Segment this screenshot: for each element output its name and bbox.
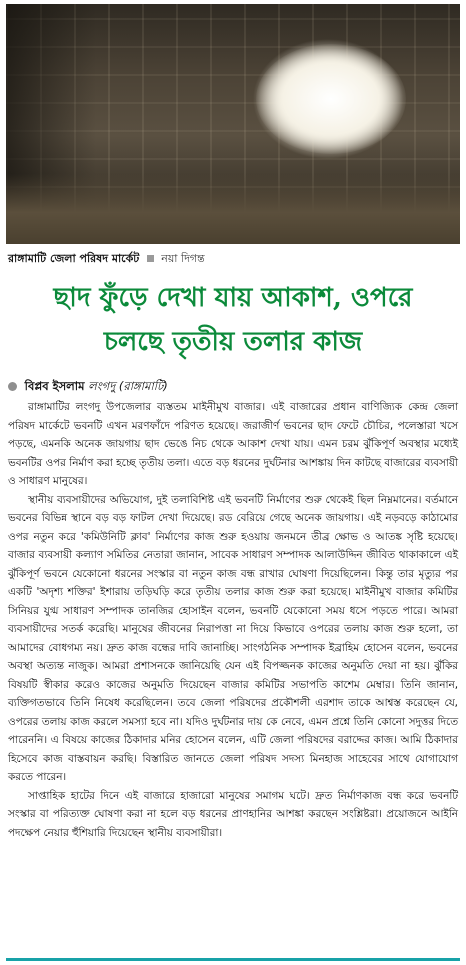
- caption-source: নয়া দিগন্ত: [161, 252, 205, 265]
- news-photo: [6, 4, 460, 244]
- article-paragraph-2: স্থানীয় ব্যবসায়ীদের অভিযোগ, দুই তলাবিশিষ্ট এই ভবনটি নির্মাণের শুরু থেকেই ছিল নিম্নমানের। বর্তমানে ভবনের বিভিন্ন স্থানে বড় বড় ফাটল দেখা দিয়েছে। রড বেরিয়ে গেছে অনেক জায়গায়। এই নড়বড়ে কাঠামোর ওপর নতুন করে 'কমিউনিটি ক্লাব' নির্মাণের কাজ শুরু হওয়ায় জনমনে তীব্র ক্ষোভ ও আতঙ্ক সৃষ্টি হয়েছে। বাজার ব্যবসায়ী কল্যাণ সমিতির নেতারা জানান, সাবেক সাধারণ সম্পাদক আলাউদ্দিন জীবিত থাকাকালে এই ঝুঁকিপূর্ণ ভবনে যেকোনো ধরনের সংস্কার বা নতুন কাজ বন্ধ রাখার ঘোষণা দিয়েছিলেন। কিন্তু তার মৃত্যুর পর একটি 'অদৃশ্য শক্তির' ইশারায় তড়িঘড়ি করে তৃতীয় তলার কাজ শুরু করা হয়েছে। মাইনীমুখ বাজার কমিটির সিনিয়র যুগ্ম সাধারণ সম্পাদক তানজির হোসাইন বলেন, ভবনটি যেকোনো সময় ধসে পড়তে পারে। আমরা ব্যবসায়ীদের সতর্ক করেছি। মানুষের জীবনের নিরাপত্তা না দিয়ে কিভাবে ওপরের তলায় কাজ শুরু হলো, তা আমাদের বোধগম্য নয়। দ্রুত কাজ বন্ধের দাবি জানাচ্ছি। সাংগঠনিক সম্পাদক ইব্রাহিম হোসেন বলেন, ভবনের অবস্থা অত্যন্ত নাজুক। আমরা প্রশাসনকে জানিয়েছি যেন এই বিপজ্জনক কাজের অনুমতি দেয়া না হয়। ঝুঁকির বিষয়টি স্বীকার করেও কাজের অনুমতি দিয়েছেন বাজার কমিটির সভাপতি কাশেম মেম্বার। তিনি জানান, ব্যক্তিগতভাবে তিনি নিষেধ করেছিলেন। তবে জেলা পরিষদের প্রকৌশলী এরশাদ তাকে আশ্বস্ত করেছেন যে, ওপরের তলায় কাজ করলে সমস্যা হবে না। যদিও দুর্ঘটনার দায় কে নেবে, এমন প্রশ্নে তিনি কোনো সদুত্তর দিতে পারেননি। এ বিষয়ে কাজের ঠিকাদার মনির হোসেন বলেন, এটি জেলা পরিষদের বরাদ্দের কাজ। আমি ঠিকাদার হিসেবে কাজ বাস্তবায়ন করছি। বিস্তারিত জানতে জেলা পরিষদ সদস্য মিনহাজ সাহেবের সাথে যোগাযোগ করতে পারেন।: [8, 493, 458, 783]
- caption-text: রাঙ্গামাটি জেলা পরিষদ মার্কেট: [8, 252, 140, 265]
- byline-dot-icon: [8, 382, 17, 391]
- byline: [8, 376, 458, 396]
- caption-square-icon: [147, 255, 154, 262]
- ceiling-hole-skylight: [256, 44, 406, 154]
- footer-rule: [6, 958, 460, 961]
- headline: [8, 276, 458, 364]
- article-paragraph-3: সাপ্তাহিক হাটের দিনে এই বাজারে হাজারো মানুষের সমাগম ঘটে। দ্রুত নির্মাণকাজ বন্ধ করে ভবনটি সংস্কার বা পরিত্যক্ত ঘোষণা করা না হলে বড় ধরনের প্রাণহানির আশঙ্কা করছেন সংশ্লিষ্টরা। প্রয়োজনে আইনি পদক্ষেপ নেয়ার হুঁশিয়ারি দিয়েছেন স্থানীয় ব্যবসায়ীরা।: [8, 789, 458, 839]
- article-body: [8, 398, 458, 842]
- headline-line-1: ছাদ ফুঁড়ে দেখা যায় আকাশ, ওপরে: [53, 283, 413, 313]
- article-paragraph-1: রাঙ্গামাটির লংগদু উপজেলার ব্যস্ততম মাইনীমুখ বাজার। এই বাজারের প্রধান বাণিজ্যিক কেন্দ্র জেলা পরিষদ মার্কেটে ভবনটি এখন মরণফাঁদে পরিণত হয়েছে। জরাজীর্ণ ভবনের ছাদ ফেটে চৌচির, পলেস্তারা খসে পড়ছে, এমনকি অনেক জায়গায় ছাদ ভেঙে নিচ থেকে আকাশ দেখা যায়। এমন চরম ঝুঁকিপূর্ণ অবস্থার মধ্যেই ভবনটির ওপর নির্মাণ করা হচ্ছে তৃতীয় তলা। এতে বড় ধরনের দুর্ঘটনার আশঙ্কায় দিন কাটছে বাজারের ব্যবসায়ী ও সাধারণ মানুষের।: [8, 401, 458, 487]
- photo-caption: [8, 250, 458, 268]
- headline-line-2: চলছে তৃতীয় তলার কাজ: [103, 327, 363, 357]
- photo-floor: [6, 174, 460, 244]
- byline-author: বিপ্লব ইসলাম: [24, 379, 85, 393]
- byline-place: লংগদু (রাঙ্গামাটি): [88, 379, 168, 393]
